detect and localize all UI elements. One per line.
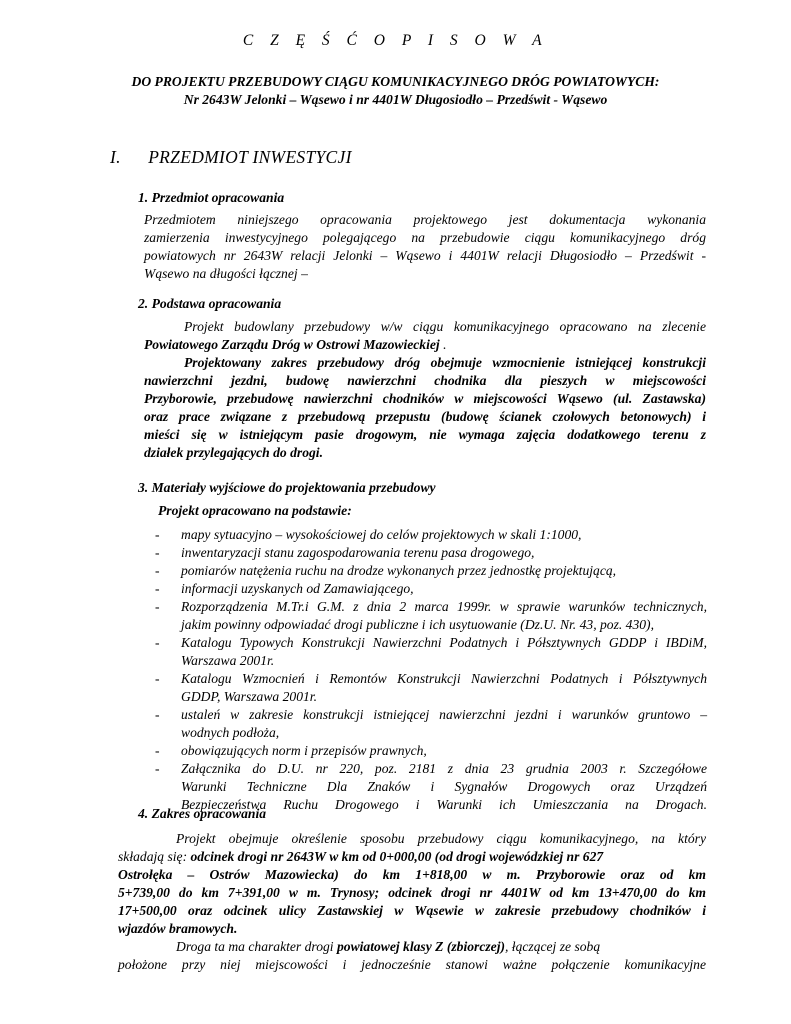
- paragraph-line: powiatowych nr 2643W relacji Jelonki – Wąsewo i 4401W relacji Długosiodło – Przedświt -: [144, 248, 706, 263]
- list-item: - mapy sytuacyjno – wysokościowej do celów projektowych w skali 1:1000,: [155, 526, 707, 544]
- list-item: - Katalogu Wzmocnień i Remontów Konstrukcji Nawierzchni Podatnych i Półsztywnych GDDP, Warszawa 2001r.: [155, 670, 707, 706]
- document-subtitle-line1: DO PROJEKTU PRZEBUDOWY CIĄGU KOMUNIKACYJNEGO DRÓG POWIATOWYCH:: [131, 74, 660, 89]
- paragraph-line: wjazdów bramowych.: [118, 921, 238, 936]
- paragraph-line: Droga ta ma charakter drogi powiatowej klasy Z (zbiorczej), łączącej ze sobą: [176, 939, 601, 954]
- subsection-2-heading: 2. Podstawa opracowania: [138, 296, 282, 311]
- paragraph-line: Projektowany zakres przebudowy dróg obejmuje wzmocnienie istniejącej konstrukcji: [184, 355, 706, 370]
- subsection-4-heading: 4. Zakres opracowania: [138, 806, 267, 821]
- section-heading: [110, 147, 352, 168]
- list-item: - Katalogu Typowych Konstrukcji Nawierzchni Podatnych i Półsztywnych GDDP i IBDiM, Warszawa 2001r.: [155, 634, 707, 670]
- paragraph-line: oraz prace związane z przebudową przepustu (budowę ścianek czołowych betonowych) i: [144, 409, 706, 424]
- paragraph-line: 5+739,00 do km 7+391,00 w m. Trynosy; odcinek drogi nr 4401W od km 13+470,00 do km: [118, 885, 706, 900]
- subsection-3-intro: Projekt opracowano na podstawie:: [158, 503, 352, 518]
- paragraph-line: Ostrołęka – Ostrów Mazowiecka) do km 1+818,00 w m. Przyborowie oraz od km: [118, 867, 706, 882]
- paragraph-line: Wąsewo na długości łącznej –: [144, 266, 308, 281]
- paragraph-line: Projekt obejmuje określenie sposobu przebudowy ciągu komunikacyjnego, na który: [176, 831, 706, 846]
- list-item: - inwentaryzacji stanu zagospodarowania terenu pasa drogowego,: [155, 544, 707, 562]
- paragraph-line: [144, 336, 706, 354]
- subsection-1-heading: 1. Przedmiot opracowania: [138, 190, 285, 205]
- list-item: - Rozporządzenia M.Tr.i G.M. z dnia 2 marca 1999r. w sprawie warunków technicznych, jakim powinny odpowiadać drogi publiczne i ich usytuowanie (Dz.U. Nr. 43, poz. 430),: [155, 598, 707, 634]
- client-name: Powiatowego Zarządu Dróg w Ostrowi Mazowieckiej: [144, 337, 440, 352]
- list-item: - ustaleń w zakresie konstrukcji istniejącej nawierzchni jezdni i warunków gruntowo – wodnych podłoża,: [155, 706, 707, 742]
- list-item: - pomiarów natężenia ruchu na drodze wykonanych przez jednostkę projektującą,: [155, 562, 707, 580]
- subsection-1-paragraph: [144, 211, 706, 283]
- document-title: C Z Ę Ś Ć O P I S O W A: [242, 32, 549, 49]
- paragraph-line: działek przylegających do drogi.: [144, 445, 323, 460]
- paragraph-line: Przyborowie, przebudowę nawierzchni chodników w miejscowości Wąsewo (ul. Zastawska): [144, 391, 706, 406]
- list-item: - informacji uzyskanych od Zamawiającego,: [155, 580, 707, 598]
- paragraph-line: zamierzenia inwestycyjnego polegającego na przebudowie ciągu komunikacyjnego dróg: [144, 230, 706, 245]
- paragraph-line: położone przy niej miejscowości i jednocześnie stanowi ważne połączenie komunikacyjne: [118, 957, 706, 972]
- list-item: - obowiązujących norm i przepisów prawnych,: [155, 742, 707, 760]
- paragraph-line: nawierzchni jezdni, budowę nawierzchni chodnika dla pieszych w miejscowości: [144, 373, 706, 388]
- subsection-4-paragraph: [118, 830, 706, 974]
- paragraph-line: 17+500,00 oraz odcinek ulicy Zastawskiej w Wąsewie w zakresie przebudowy chodników i: [118, 903, 706, 918]
- paragraph-punctuation: .: [439, 337, 447, 352]
- list-item: - Załącznika do D.U. nr 220, poz. 2181 z dnia 23 grudnia 2003 r. Szczegółowe Warunki Techniczne Dla Znaków i Sygnałów Drogowych oraz Urządzeń Bezpieczeństwa Ruchu Drogowego i Warunki ich Umieszczania na Drogach.: [155, 760, 707, 814]
- paragraph-line: Przedmiotem niniejszego opracowania projektowego jest dokumentacja wykonania: [144, 212, 706, 227]
- subsection-3-heading: 3. Materiały wyjściowe do projektowania przebudowy: [138, 480, 436, 495]
- subsection-2-paragraph: [144, 318, 706, 462]
- section-number: I.: [110, 147, 121, 167]
- section-title: PRZEDMIOT INWESTYCJI: [148, 147, 352, 167]
- document-subtitle-line2: Nr 2643W Jelonki – Wąsewo i nr 4401W Długosiodło – Przedświt - Wąsewo: [183, 92, 608, 107]
- paragraph-line: składają się: odcinek drogi nr 2643W w km od 0+000,00 (od drogi wojewódzkiej nr 627: [118, 849, 604, 864]
- materials-list: [155, 526, 707, 814]
- paragraph-line: Projekt budowlany przebudowy w/w ciągu komunikacyjnego opracowano na zlecenie: [184, 319, 706, 334]
- paragraph-line: mieści się w istniejącym pasie drogowym, nie wymaga zajęcia dodatkowego terenu z: [144, 427, 706, 442]
